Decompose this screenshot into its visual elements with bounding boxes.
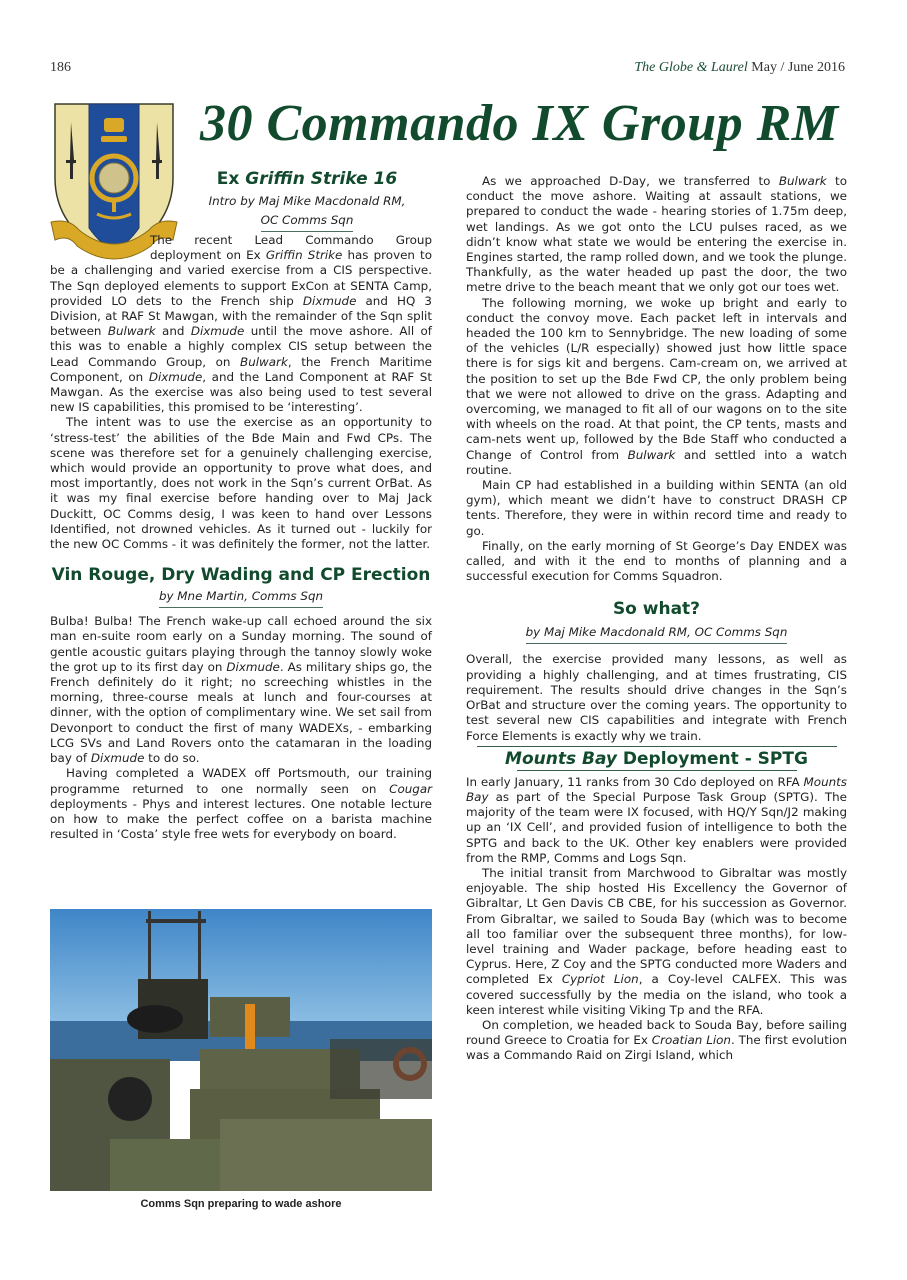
paragraph: The initial transit from Marchwood to Gibraltar was mostly enjoyable. The ship hosted His Excellency the Governor of Gibraltar, Lt Gen Davis CB CBE, for his succession as Governor. From Gibraltar, we sailed to Souda Bay (which was to become all too familiar over the subsequent three months), for low-level training and Wader package, before heading east to Cyprus. Here, Z Coy and the SPTG conducted more Waders and completed Ex Cypriot Lion, a Coy-level CALFEX. This was covered successfully by the media on the island, who took a keen interest while visiting Viking Tp and the RFA. [466,865,848,1017]
paragraph: The recent Lead Commando Group deployment on Ex Griffin Strike has proven to be a challenging and varied exercise from a CIS perspective. The Sqn deployed elements to support ExCon at SENTA Camp, provided LO dets to the French ship Dixmude and HQ 3 Division, at RAF St Mawgan, with the remainder of the Sqn split between Bulwark and Dixmude until the move ashore. All of this was to enable a highly complex CIS setup between the Lead Commando Group, on Bulwark, the French Maritime Component, on Dixmude, and the Land Component at RAF St Mawgan. As the exercise was also being used to test several new IS capabilities, this promised to be ‘interesting’. [50,233,433,415]
byline-text: by Maj Mike Macdonald RM, OC Comms Sqn [526,624,788,644]
photo-landing-craft [50,909,432,1191]
page-number: 186 [50,60,71,75]
paragraph: The following morning, we woke up bright and early to conduct the convoy move. Each packet left in intervals and headed the 100 km to Sennybridge. The new loading of some of the vehicles (L/R especially) showed just how little space there is for sigs kit and bergens. Cam-cream on, we arrived at the position to set up the Bde Fwd CP, the only problem being that we were not allowed to drive on the grass. Adapting and overcoming, we managed to fit all of our wagons on to the site with wheels on the road. At that point, the CP tents, masts and cam-nets went up, followed by the Bde Staff who conducted a Change of Control from Bulwark and settled into a watch routine. [466,295,847,477]
paragraph: Bulba! Bulba! The French wake-up call echoed around the six man en-suite room early on a Sunday morning. The sound of gentle acoustic guitars playing through the tannoy slowly woke the grot up to its first day on Dixmude. As military ships go, the French definitely do it right; no screeching whistles in the morning, three-course meals at lunch and four-courses at dinner, with the option of complimentary wine. We set sail from Devonport to conduct the first of many WADEXs, - embarking LCG SVs and Land Rovers onto the catamaran in the loading bay of Dixmude to do so. [50,614,432,766]
crest-wrap-space [50,233,150,263]
left-column [50,168,432,842]
paragraph: On completion, we headed back to Souda Bay, before sailing round Greece to Croatia for Ex Croatian Lion. The first evolution was a Commando Raid on Zirgi Island, which [466,1017,847,1063]
paragraph: Finally, on the early morning of St George’s Day ENDEX was called, and with it the end to months of planning and a successful execution for Comms Squadron. [466,538,847,584]
byline: Intro by Maj Mike Macdonald RM, [208,194,406,208]
byline [50,588,432,608]
paragraph: The intent was to use the exercise as an opportunity to ‘stress-test’ the abilities of the Bde Main and Fwd CPs. The scene was therefore set for a genuinely challenging exercise, which would provide an opportunity to prove what does, and most importantly, does not work in the Sqn’s current OrBat. As it was my final exercise before handing over to Maj Jack Duckitt, OC Comms desig, I was keen to hand over Lessons Identified, not drowned vehicles. As it turned out - luckily for the new OC Comms - it was definitely the former, not the latter. [50,415,432,552]
paragraph: As we approached D-Day, we transferred to Bulwark to conduct the move ashore. Waiting at assault stations, we prepared to conduct the wade - hearing stories of 1.75m deep, wet landings. As we got onto the LCU pulses raced, as we didn’t know what state we would be entering the exercise in. Engines started, the ramp rolled down, and we took the plunge. Thankfully, as the water headed up past the door, the two metre drive to the beach meant that we only got our toes wet. [466,174,847,295]
section-heading-vin-rouge: Vin Rouge, Dry Wading and CP Erection [51,565,431,586]
heading-italic-text: Mounts Bay [505,748,617,769]
publication-name: The Globe & Laurel [634,60,748,75]
byline [466,624,847,644]
paragraph: Main CP had established in a building within SENTA (an old gym), which meant we didn’t have to construct DRASH CP tents. Therefore, they were in within record time and ready to go. [466,478,847,538]
section-divider [517,770,797,771]
section-heading-so-what: So what? [612,599,701,620]
paragraph: Having completed a WADEX off Portsmouth, our training programme returned to one normally seen on Cougar deployments - Phys and interest lectures. One notable lecture on how to make the perfect coffee on a barista machine resulted in ‘Costa’ style free wets for everybody on board. [50,766,432,842]
section-divider [477,746,837,747]
right-column [466,174,847,1064]
byline-role [182,212,432,232]
section-heading-griffin-strike [182,168,432,190]
byline-role-text: OC Comms Sqn [261,212,354,232]
issue-date: May / June 2016 [751,60,845,75]
heading-italic-text: Griffin Strike 16 [245,169,398,189]
heading-text: Deployment - SPTG [617,748,808,769]
heading-text: Ex [216,169,246,189]
paragraph: In early January, 11 ranks from 30 Cdo deployed on RFA Mounts Bay as part of the Special Purpose Task Group (SPTG). The majority of the team were IX focused, with HQ/Y Sqn/J2 making up an ‘IX Cell’, and provided fusion of intelligence to both the SPTG and back to the UK. Other key enablers were provided from the RMP, Comms and Logs Sqn. [466,774,847,865]
running-head [634,60,845,76]
photo-caption: Comms Sqn preparing to wade ashore [140,1198,342,1210]
page-title: 30 Commando IX Group RM [200,95,839,152]
byline-text: by Mne Martin, Comms Sqn [159,588,323,608]
paragraph: Overall, the exercise provided many lessons, as well as providing a highly challenging, and at times frustrating, CIS requirement. The results should drive changes in the Sqn’s OrBat and structure over the coming years. The opportunity to test several new CIS capabilities and integrate with French Force Elements is exactly why we train. [466,652,847,743]
section-heading-mounts-bay [466,748,847,770]
